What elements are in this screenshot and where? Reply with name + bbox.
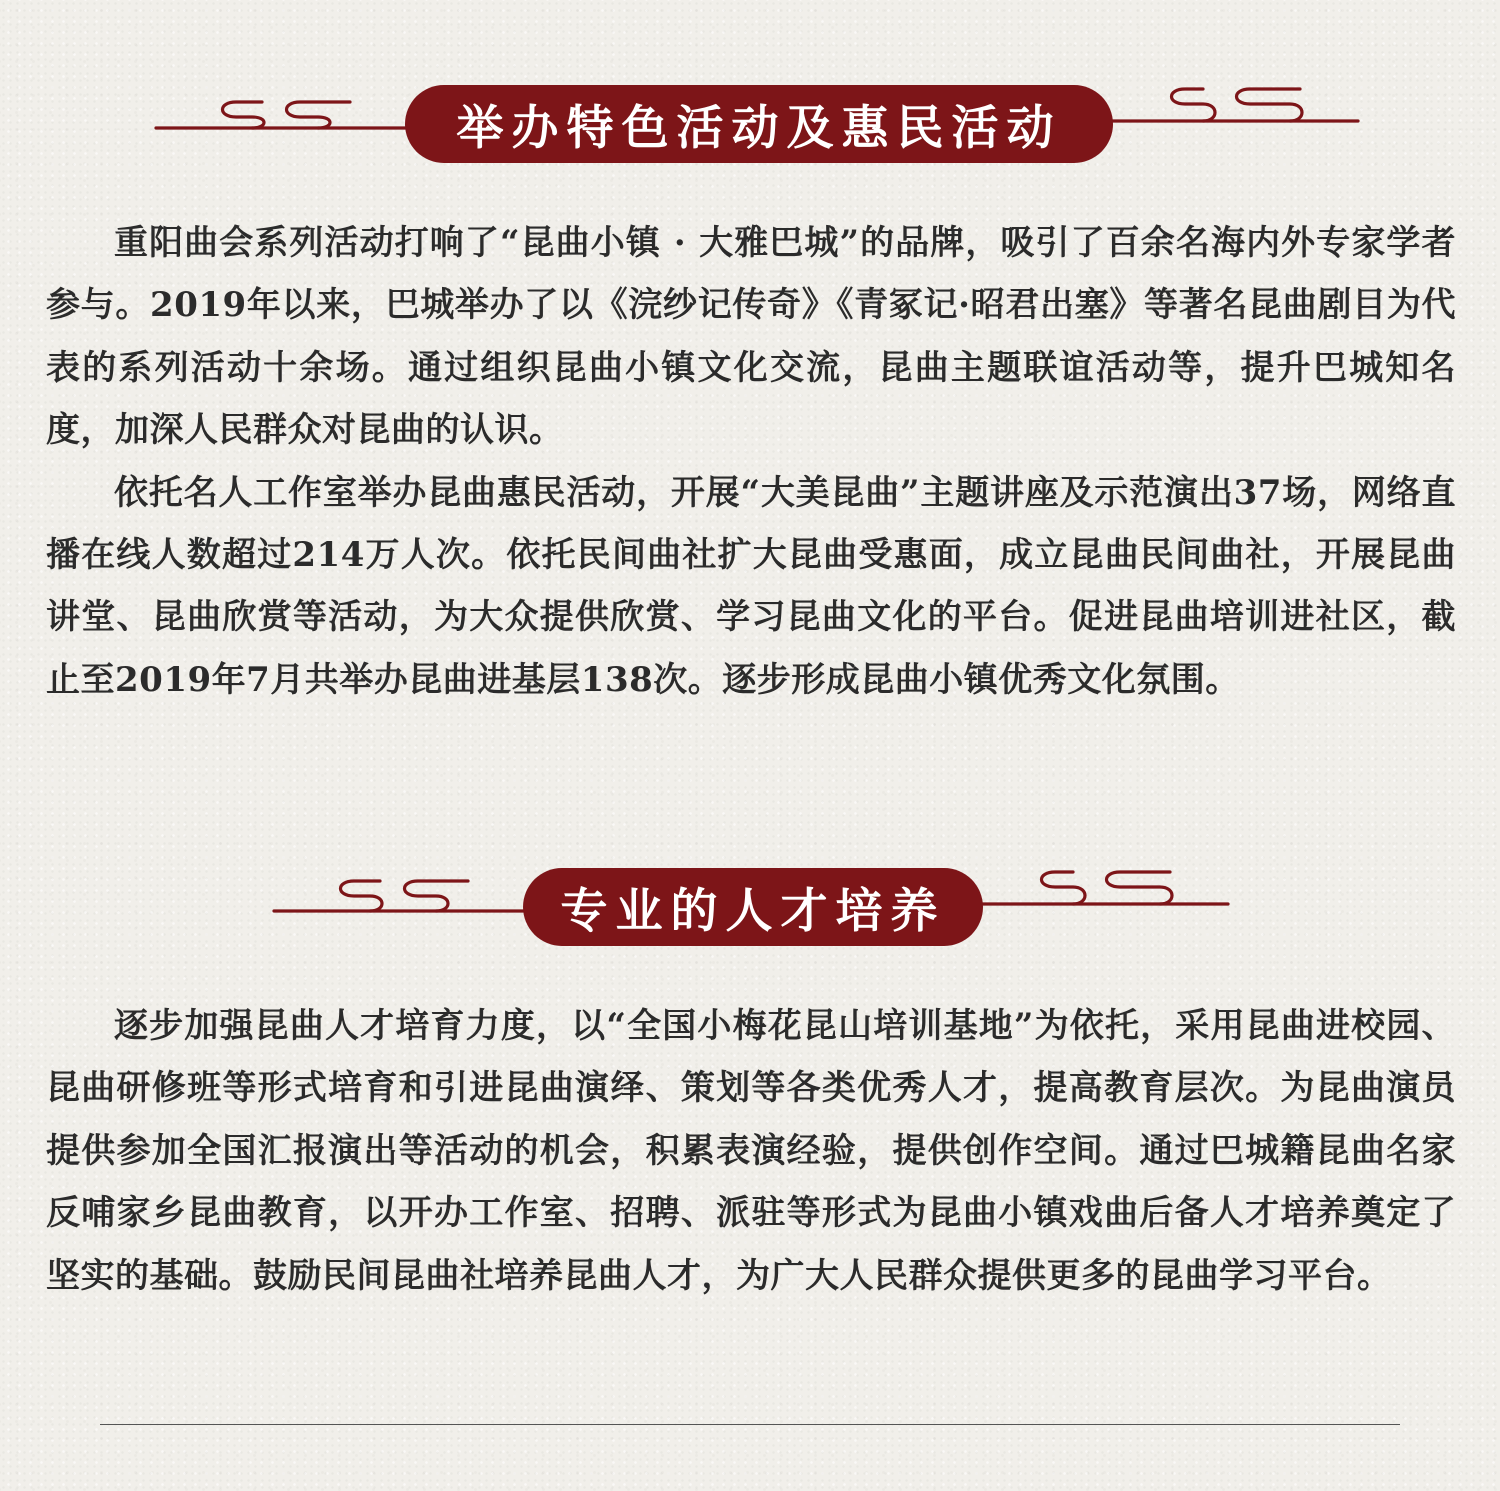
section-body <box>46 995 1456 1307</box>
section-heading <box>0 80 1500 170</box>
section-heading <box>0 862 1500 952</box>
bottom-divider <box>100 1424 1400 1425</box>
section-body <box>46 212 1456 711</box>
paragraph: 依托名人工作室举办昆曲惠民活动，开展“大美昆曲”主题讲座及示范演出37场，网络直播在线人数超过214万人次。依托民间曲社扩大昆曲受惠面，成立昆曲民间曲社，开展昆曲讲堂、昆曲欣赏等活动，为大众提供欣赏、学习昆曲文化的平台。促进昆曲培训进社区，截止至2019年7月共举办昆曲进基层138次。逐步形成昆曲小镇优秀文化氛围。 <box>46 472 1456 700</box>
section-title: 专业的人才培养 <box>523 868 983 946</box>
paragraph: 重阳曲会系列活动打响了“昆曲小镇 · 大雅巴城”的品牌，吸引了百余名海内外专家学者参与。2019年以来，巴城举办了以《浣纱记传奇》《青冢记·昭君出塞》等著名昆曲剧目为代表的系列活动十余场。通过组织昆曲小镇文化交流，昆曲主题联谊活动等，提升巴城知名度，加深人民群众对昆曲的认识。 <box>46 223 1456 451</box>
section-title: 举办特色活动及惠民活动 <box>405 85 1113 163</box>
paragraph: 逐步加强昆曲人才培育力度，以“全国小梅花昆山培训基地”为依托，采用昆曲进校园、昆曲研修班等形式培育和引进昆曲演绎、策划等各类优秀人才，提高教育层次。为昆曲演员提供参加全国汇报演出等活动的机会，积累表演经验，提供创作空间。通过巴城籍昆曲名家反哺家乡昆曲教育，以开办工作室、招聘、派驻等形式为昆曲小镇戏曲后备人才培养奠定了坚实的基础。鼓励民间昆曲社培养昆曲人才，为广大人民群众提供更多的昆曲学习平台。 <box>46 1006 1456 1296</box>
